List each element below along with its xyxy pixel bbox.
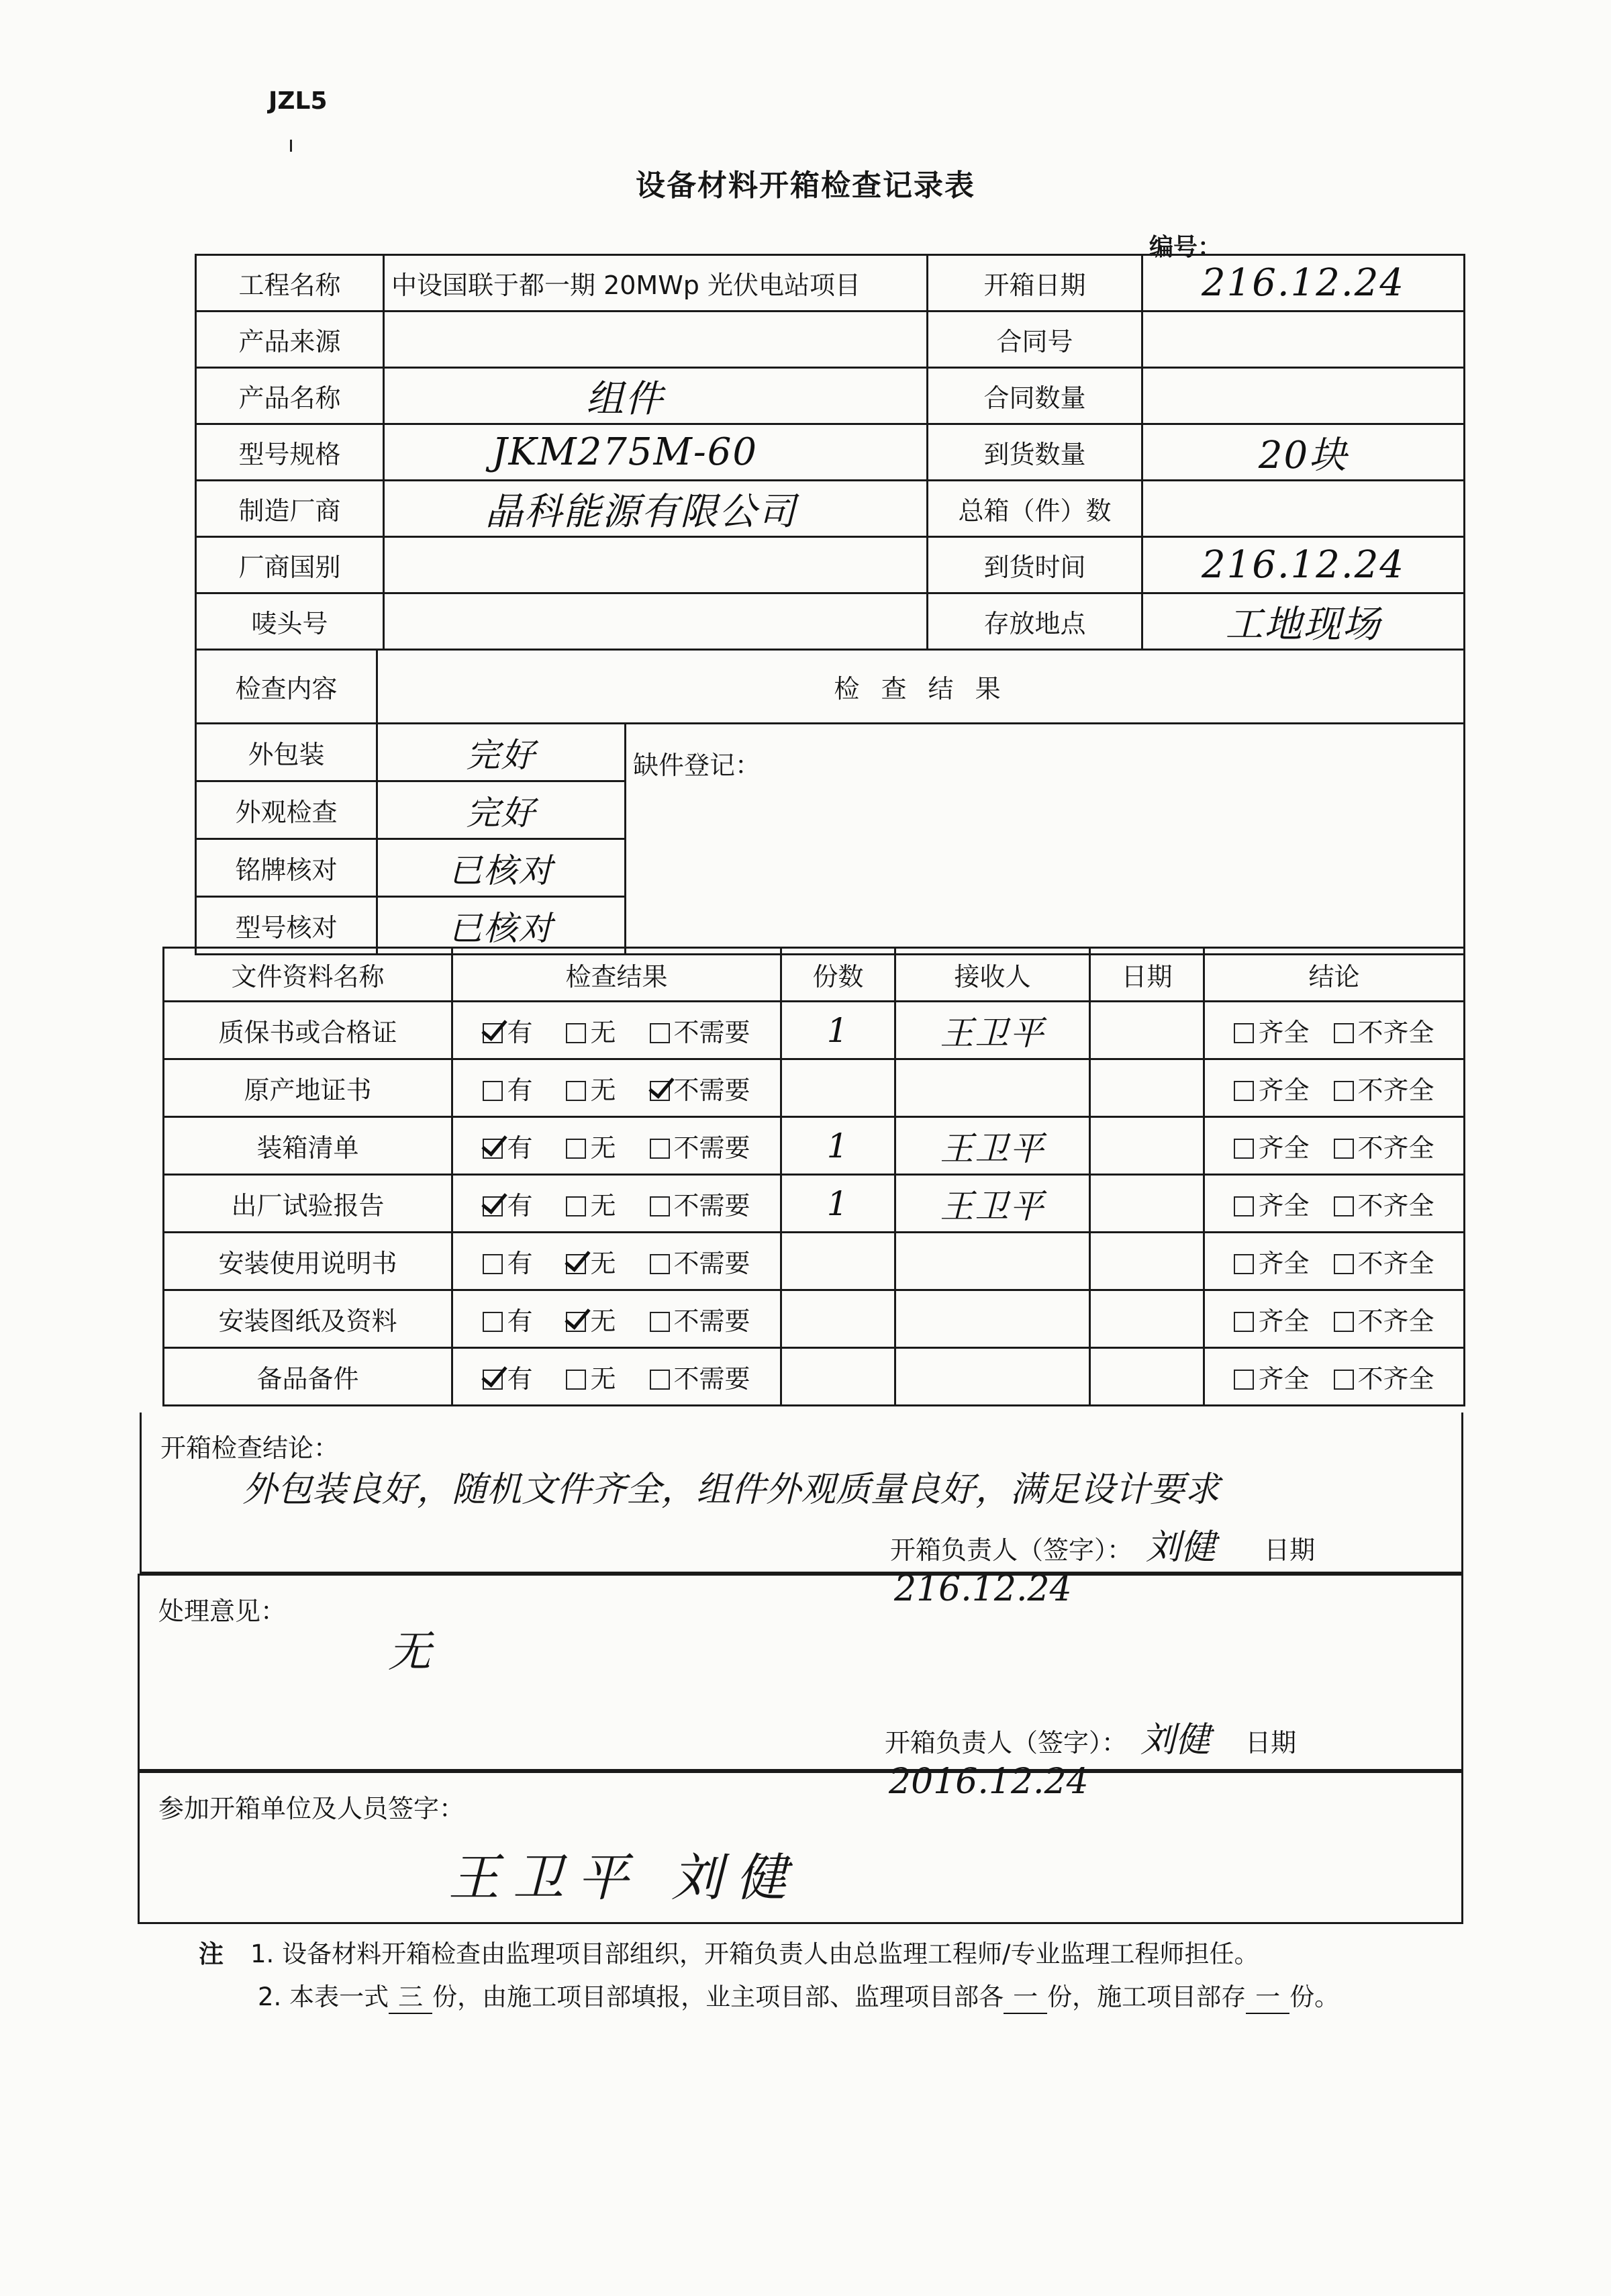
doc-option-yes <box>483 1075 532 1105</box>
doc-result <box>452 1233 781 1290</box>
doc-option-yes <box>483 1249 532 1278</box>
checkbox-no[interactable] <box>566 1023 586 1043</box>
check-item-value[interactable]: 完好 <box>377 724 626 781</box>
doc-name: 安装使用说明书 <box>164 1233 452 1290</box>
doc-header-receiver: 接收人 <box>895 948 1090 1002</box>
doc-name: 备品备件 <box>164 1348 452 1406</box>
checkbox-no[interactable] <box>566 1312 586 1332</box>
doc-option-no <box>566 1075 616 1105</box>
doc-receiver[interactable]: 王卫平 <box>895 1117 1090 1175</box>
missing-label: 缺件登记： <box>633 751 761 780</box>
conclusion-option-incomplete <box>1334 1191 1434 1221</box>
inspection-table <box>195 649 1465 955</box>
mark-value[interactable] <box>384 593 928 650</box>
doc-header-date: 日期 <box>1090 948 1204 1002</box>
doc-option-no <box>566 1364 616 1394</box>
doc-copies[interactable] <box>781 1290 895 1348</box>
opinion-sign-label: 开箱负责人（签字）： <box>885 1728 1128 1758</box>
conclusion-signer[interactable]: 刘健 <box>1146 1527 1216 1568</box>
model-value[interactable]: JKM275M-60 <box>384 424 928 481</box>
info-table <box>195 254 1465 651</box>
doc-conclusion <box>1204 1002 1465 1059</box>
opinion-text[interactable]: 无 <box>388 1627 431 1677</box>
doc-option-na <box>650 1191 750 1221</box>
note-each: 一 <box>1004 1976 1047 2014</box>
checkbox-label: 不齐全 <box>1357 1306 1434 1336</box>
doc-row <box>164 1002 1465 1059</box>
mark-tick <box>290 140 292 152</box>
checkbox-label: 不齐全 <box>1357 1249 1434 1278</box>
form-code: JZL5 <box>268 87 328 115</box>
product-value[interactable]: 组件 <box>384 368 928 424</box>
checkbox-complete[interactable] <box>1234 1081 1254 1101</box>
checkbox-label: 有 <box>507 1191 533 1221</box>
doc-header-name: 文件资料名称 <box>164 948 452 1002</box>
conclusion-sign-label: 开箱负责人（签字）： <box>890 1535 1133 1565</box>
conclusion-option-complete <box>1234 1133 1309 1163</box>
checkbox-label: 不需要 <box>673 1306 750 1336</box>
checkbox-yes[interactable] <box>483 1370 503 1390</box>
doc-row <box>164 1175 1465 1233</box>
country-label: 厂商国别 <box>196 537 384 593</box>
checkbox-label: 有 <box>507 1364 533 1394</box>
doc-option-no <box>566 1249 616 1278</box>
checkbox-incomplete[interactable] <box>1334 1312 1354 1332</box>
checkbox-label: 不需要 <box>673 1075 750 1105</box>
conclusion-option-complete <box>1234 1364 1309 1394</box>
doc-result <box>452 1002 781 1059</box>
doc-option-yes <box>483 1018 532 1047</box>
checkbox-label: 无 <box>590 1018 616 1047</box>
boxes-label: 总箱（件）数 <box>928 481 1142 537</box>
doc-name: 装箱清单 <box>164 1117 452 1175</box>
conclusion-option-incomplete <box>1334 1018 1434 1047</box>
maker-value[interactable]: 晶科能源有限公司 <box>384 481 928 537</box>
doc-row <box>164 1117 1465 1175</box>
doc-copies[interactable] <box>781 1059 895 1117</box>
note-mark: 注 <box>199 1940 224 1968</box>
doc-row <box>164 1233 1465 1290</box>
note-line-2 <box>258 1976 1339 2014</box>
conclusion-date[interactable]: 216.12.24 <box>894 1569 1072 1609</box>
checkbox-label: 不需要 <box>673 1364 750 1394</box>
note-copies: 三 <box>389 1976 432 2014</box>
opinion-date-label: 日期 <box>1245 1728 1297 1758</box>
checkbox-yes[interactable] <box>483 1312 503 1332</box>
doc-receiver[interactable] <box>895 1348 1090 1406</box>
checkbox-label: 齐全 <box>1258 1306 1310 1336</box>
check-item-value[interactable]: 已核对 <box>377 839 626 897</box>
doc-name: 出厂试验报告 <box>164 1175 452 1233</box>
doc-option-no <box>566 1018 616 1047</box>
checkbox-complete[interactable] <box>1234 1139 1254 1159</box>
checkbox-incomplete[interactable] <box>1334 1254 1354 1274</box>
contract-no-label: 合同号 <box>928 312 1142 368</box>
checkbox-na[interactable] <box>650 1370 670 1390</box>
participants-label: 参加开箱单位及人员签字： <box>158 1794 465 1823</box>
contract-qty-value[interactable] <box>1142 368 1465 424</box>
doc-receiver[interactable]: 王卫平 <box>895 1175 1090 1233</box>
checkbox-label: 有 <box>507 1249 533 1278</box>
checkbox-label: 有 <box>507 1018 533 1047</box>
checkbox-na[interactable] <box>650 1312 670 1332</box>
participants-section <box>138 1771 1463 1924</box>
storage-label: 存放地点 <box>928 593 1142 650</box>
conclusion-option-incomplete <box>1334 1249 1434 1278</box>
page-title: 设备材料开箱检查记录表 <box>636 169 975 203</box>
arrival-qty-label: 到货数量 <box>928 424 1142 481</box>
checkbox-label: 齐全 <box>1258 1018 1310 1047</box>
doc-result <box>452 1348 781 1406</box>
conclusion-option-complete <box>1234 1075 1309 1105</box>
check-item-value[interactable]: 完好 <box>377 781 626 839</box>
content-label: 检查内容 <box>196 650 377 724</box>
checkbox-label: 不齐全 <box>1357 1191 1434 1221</box>
checkbox-label: 有 <box>507 1306 533 1336</box>
doc-conclusion <box>1204 1348 1465 1406</box>
checkbox-incomplete[interactable] <box>1334 1139 1354 1159</box>
checkbox-yes[interactable] <box>483 1254 503 1274</box>
checkbox-label: 不齐全 <box>1357 1133 1434 1163</box>
checkbox-na[interactable] <box>650 1139 670 1159</box>
doc-receiver[interactable] <box>895 1059 1090 1117</box>
note-suffix: 份。 <box>1289 1982 1340 2011</box>
doc-row <box>164 1348 1465 1406</box>
doc-copies[interactable] <box>781 1233 895 1290</box>
doc-copies[interactable]: 1 <box>781 1117 895 1175</box>
check-item-label: 外观检查 <box>196 781 377 839</box>
doc-conclusion <box>1204 1290 1465 1348</box>
doc-option-no <box>566 1191 616 1221</box>
checkbox-label: 齐全 <box>1258 1191 1310 1221</box>
doc-option-na <box>650 1018 750 1047</box>
checkbox-na[interactable] <box>650 1081 670 1101</box>
checkbox-no[interactable] <box>566 1254 586 1274</box>
product-label: 产品名称 <box>196 368 384 424</box>
checkbox-yes[interactable] <box>483 1081 503 1101</box>
doc-header-copies: 份数 <box>781 948 895 1002</box>
doc-date[interactable] <box>1090 1002 1204 1059</box>
checkbox-label: 无 <box>590 1249 616 1278</box>
arrival-qty-value[interactable]: 20块 <box>1142 424 1465 481</box>
arrival-time-label: 到货时间 <box>928 537 1142 593</box>
doc-name: 原产地证书 <box>164 1059 452 1117</box>
note-keep: 一 <box>1246 1976 1289 2014</box>
storage-value[interactable]: 工地现场 <box>1142 593 1465 650</box>
note-mid2: 份，施工项目部存 <box>1047 1982 1247 2011</box>
checkbox-no[interactable] <box>566 1081 586 1101</box>
doc-option-yes <box>483 1133 532 1163</box>
conclusion-date-label: 日期 <box>1264 1535 1316 1565</box>
doc-option-no <box>566 1306 616 1336</box>
conclusion-option-complete <box>1234 1306 1309 1336</box>
conclusion-option-complete <box>1234 1191 1309 1221</box>
check-item-value[interactable]: 已核对 <box>377 897 626 955</box>
note-mid: 份，由施工项目部填报，业主项目部、监理项目部各 <box>432 1982 1004 2011</box>
model-label: 型号规格 <box>196 424 384 481</box>
doc-option-na <box>650 1364 750 1394</box>
doc-header-result: 检查结果 <box>452 948 781 1002</box>
doc-date[interactable] <box>1090 1290 1204 1348</box>
open-date-label: 开箱日期 <box>928 255 1142 312</box>
doc-copies[interactable]: 1 <box>781 1002 895 1059</box>
checkbox-label: 齐全 <box>1258 1133 1310 1163</box>
doc-receiver[interactable] <box>895 1233 1090 1290</box>
doc-result <box>452 1175 781 1233</box>
doc-date[interactable] <box>1090 1175 1204 1233</box>
checkbox-label: 不需要 <box>673 1018 750 1047</box>
checkbox-no[interactable] <box>566 1196 586 1216</box>
conclusion-option-complete <box>1234 1018 1309 1047</box>
checkbox-label: 不需要 <box>673 1249 750 1278</box>
doc-option-na <box>650 1306 750 1336</box>
checkbox-label: 无 <box>590 1364 616 1394</box>
doc-option-na <box>650 1133 750 1163</box>
doc-date[interactable] <box>1090 1059 1204 1117</box>
arrival-time-value[interactable]: 216.12.24 <box>1142 537 1465 593</box>
note-line-1 <box>199 1933 1259 1970</box>
doc-receiver[interactable] <box>895 1290 1090 1348</box>
checkbox-label: 不需要 <box>673 1191 750 1221</box>
checkbox-label: 无 <box>590 1191 616 1221</box>
doc-copies[interactable]: 1 <box>781 1175 895 1233</box>
conclusion-option-incomplete <box>1334 1306 1434 1336</box>
doc-copies[interactable] <box>781 1348 895 1406</box>
result-label: 检 查 结 果 <box>377 650 1465 724</box>
doc-date[interactable] <box>1090 1233 1204 1290</box>
conclusion-option-incomplete <box>1334 1133 1434 1163</box>
doc-conclusion <box>1204 1233 1465 1290</box>
checkbox-complete[interactable] <box>1234 1312 1254 1332</box>
checkbox-label: 有 <box>507 1133 533 1163</box>
checkbox-yes[interactable] <box>483 1023 503 1043</box>
doc-date[interactable] <box>1090 1117 1204 1175</box>
mark-label: 唛头号 <box>196 593 384 650</box>
check-item-label: 型号核对 <box>196 897 377 955</box>
doc-option-na <box>650 1249 750 1278</box>
doc-conclusion <box>1204 1059 1465 1117</box>
note-prefix: 2. 本表一式 <box>258 1982 389 2011</box>
doc-date[interactable] <box>1090 1348 1204 1406</box>
doc-result <box>452 1059 781 1117</box>
project-label: 工程名称 <box>196 255 384 312</box>
check-item-label: 铭牌核对 <box>196 839 377 897</box>
conclusion-option-complete <box>1234 1249 1309 1278</box>
doc-row <box>164 1290 1465 1348</box>
checkbox-label: 不需要 <box>673 1133 750 1163</box>
origin-label: 产品来源 <box>196 312 384 368</box>
checkbox-incomplete[interactable] <box>1334 1023 1354 1043</box>
checkbox-complete[interactable] <box>1234 1023 1254 1043</box>
open-date-value[interactable]: 216.12.24 <box>1142 255 1465 312</box>
doc-conclusion <box>1204 1117 1465 1175</box>
opinion-label: 处理意见： <box>158 1596 287 1626</box>
note-text-1: 1. 设备材料开箱检查由监理项目部组织，开箱负责人由总监理工程师/专业监理工程师担任。 <box>250 1940 1259 1968</box>
doc-row <box>164 1059 1465 1117</box>
checkbox-label: 无 <box>590 1306 616 1336</box>
country-value[interactable] <box>384 537 928 593</box>
conclusion-label: 开箱检查结论： <box>160 1433 340 1463</box>
checkbox-na[interactable] <box>650 1196 670 1216</box>
conclusion-option-incomplete <box>1334 1364 1434 1394</box>
doc-header-conclusion: 结论 <box>1204 948 1465 1002</box>
contract-no-value[interactable] <box>1142 312 1465 368</box>
checkbox-no[interactable] <box>566 1370 586 1390</box>
conclusion-text[interactable]: 外包装良好，随机文件齐全，组件外观质量良好，满足设计要求 <box>242 1470 1220 1510</box>
checkbox-label: 齐全 <box>1258 1075 1310 1105</box>
checkbox-label: 不齐全 <box>1357 1075 1434 1105</box>
project-value[interactable]: 中设国联于都一期 20MWp 光伏电站项目 <box>384 255 928 312</box>
doc-name: 质保书或合格证 <box>164 1002 452 1059</box>
opinion-signer[interactable]: 刘健 <box>1140 1720 1211 1760</box>
conclusion-section <box>140 1413 1463 1609</box>
checkbox-complete[interactable] <box>1234 1254 1254 1274</box>
doc-option-yes <box>483 1306 532 1336</box>
participants-names[interactable]: 王卫平 刘健 <box>448 1848 801 1907</box>
boxes-value[interactable] <box>1142 481 1465 537</box>
checkbox-no[interactable] <box>566 1139 586 1159</box>
checkbox-label: 无 <box>590 1075 616 1105</box>
checkbox-na[interactable] <box>650 1023 670 1043</box>
documents-table <box>162 947 1465 1406</box>
origin-value[interactable] <box>384 312 928 368</box>
checkbox-na[interactable] <box>650 1254 670 1274</box>
checkbox-label: 不齐全 <box>1357 1364 1434 1394</box>
doc-result <box>452 1290 781 1348</box>
opinion-date[interactable]: 2016.12.24 <box>889 1762 1089 1802</box>
checkbox-label: 齐全 <box>1258 1364 1310 1394</box>
doc-receiver[interactable]: 王卫平 <box>895 1002 1090 1059</box>
checkbox-complete[interactable] <box>1234 1196 1254 1216</box>
doc-name: 安装图纸及资料 <box>164 1290 452 1348</box>
doc-option-yes <box>483 1364 532 1394</box>
doc-result <box>452 1117 781 1175</box>
doc-option-na <box>650 1075 750 1105</box>
conclusion-option-incomplete <box>1334 1075 1434 1105</box>
opinion-section <box>138 1574 1463 1802</box>
checkbox-incomplete[interactable] <box>1334 1081 1354 1101</box>
checkbox-complete[interactable] <box>1234 1370 1254 1390</box>
checkbox-yes[interactable] <box>483 1196 503 1216</box>
doc-conclusion <box>1204 1175 1465 1233</box>
checkbox-incomplete[interactable] <box>1334 1196 1354 1216</box>
checkbox-label: 不齐全 <box>1357 1018 1434 1047</box>
serial-label: 编号： <box>1149 234 1222 261</box>
doc-option-no <box>566 1133 616 1163</box>
missing-register[interactable] <box>626 724 1465 955</box>
doc-option-yes <box>483 1191 532 1221</box>
checkbox-label: 齐全 <box>1258 1249 1310 1278</box>
contract-qty-label: 合同数量 <box>928 368 1142 424</box>
checkbox-label: 有 <box>507 1075 533 1105</box>
checkbox-yes[interactable] <box>483 1139 503 1159</box>
maker-label: 制造厂商 <box>196 481 384 537</box>
check-item-label: 外包装 <box>196 724 377 781</box>
checkbox-label: 无 <box>590 1133 616 1163</box>
checkbox-incomplete[interactable] <box>1334 1370 1354 1390</box>
